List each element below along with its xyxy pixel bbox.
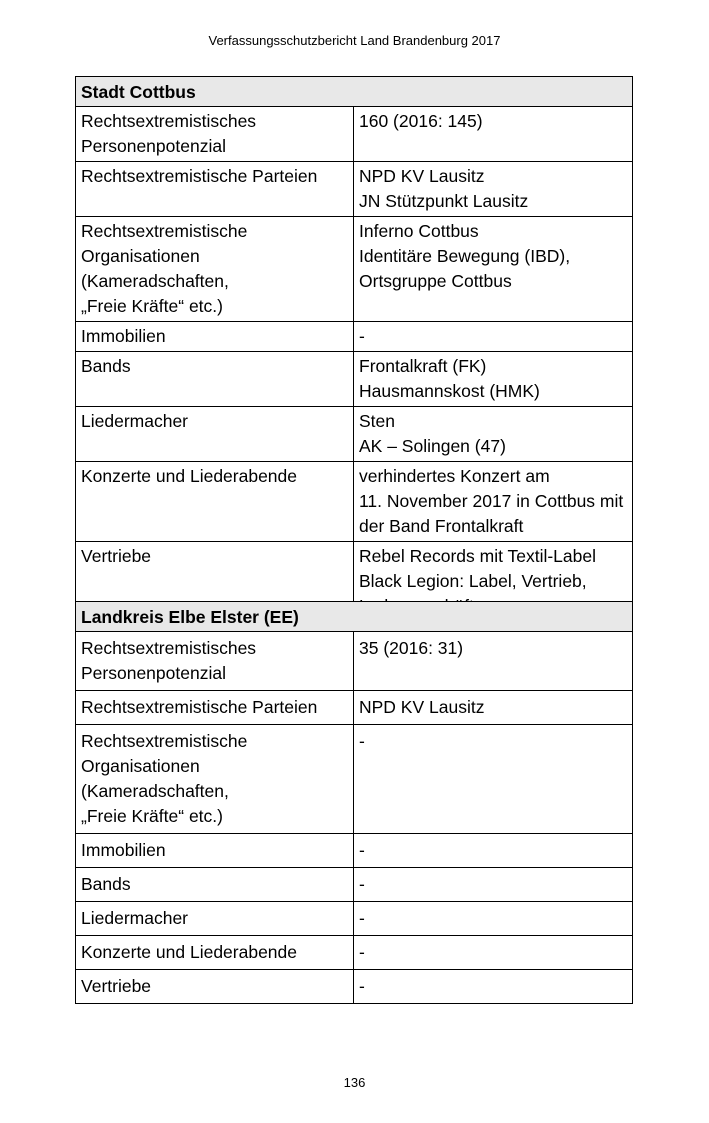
table-title: Landkreis Elbe Elster (EE) [76,602,633,632]
row-value-line: Frontalkraft (FK) [359,356,487,376]
table-row [76,902,633,936]
row-value-line: Inferno Cottbus [359,221,479,241]
table-row [76,462,633,542]
row-label-line: Bands [81,356,131,376]
row-value-cell [354,834,633,868]
row-label-cell [76,970,354,1004]
row-label-line: Rechtsextremistische Parteien [81,166,318,186]
row-label-cell [76,834,354,868]
row-value-cell [354,107,633,162]
row-value-line: Sten [359,411,395,431]
page-header: Verfassungsschutzbericht Land Brandenburg 2017 [208,33,501,48]
table-title-row [76,602,633,632]
row-value-cell [354,352,633,407]
row-value-line: - [359,874,365,894]
row-label-cell [76,725,354,834]
row-value-line: 11. November 2017 in Cottbus mit [359,491,624,511]
table-row [76,352,633,407]
row-value-cell [354,902,633,936]
row-label-cell [76,352,354,407]
row-value-line: Rebel Records mit Textil-Label [359,546,597,566]
row-value-cell [354,691,633,725]
row-label-cell [76,691,354,725]
row-label-line: „Freie Kräfte“ etc.) [81,296,223,316]
row-label-line: Vertriebe [81,546,152,566]
table-row [76,834,633,868]
table-row [76,322,633,352]
row-label-cell [76,462,354,542]
table-row [76,407,633,462]
row-value-cell [354,162,633,217]
table-row [76,725,633,834]
row-value-cell [354,407,633,462]
row-label-cell [76,217,354,322]
row-value-line: NPD KV Lausitz [359,697,485,717]
row-label-line: Rechtsextremistisches [81,111,257,131]
table-row [76,691,633,725]
row-value-line: NPD KV Lausitz [359,166,485,186]
row-value-line: - [359,908,365,928]
row-label-line: Organisationen (Kameradschaften, [81,246,229,291]
row-label-line: Organisationen (Kameradschaften, [81,756,229,801]
row-label-cell [76,902,354,936]
row-value-cell [354,632,633,691]
table-row [76,970,633,1004]
row-value-cell [354,970,633,1004]
row-value-line: 160 (2016: 145) [359,111,483,131]
row-value-line: - [359,942,365,962]
table-row [76,217,633,322]
row-label-line: Immobilien [81,840,166,860]
row-label-cell [76,322,354,352]
row-label-cell [76,632,354,691]
row-value-line: Identitäre Bewegung (IBD), [359,246,571,266]
row-label-line: Rechtsextremistische [81,221,248,241]
table-stadt-cottbus [75,76,633,622]
row-value-line: JN Stützpunkt Lausitz [359,191,529,211]
row-value-line: Hausmannskost (HMK) [359,381,540,401]
table-row [76,162,633,217]
page-number: 136 [343,1075,366,1090]
row-label-cell [76,407,354,462]
table-title-row [76,77,633,107]
row-value-line: - [359,731,365,751]
row-label-line: Bands [81,874,131,894]
row-value-line: 35 (2016: 31) [359,638,464,658]
row-label-line: Konzerte und Liederabende [81,466,298,486]
row-label-cell [76,868,354,902]
row-value-cell [354,725,633,834]
row-value-cell [354,868,633,902]
row-label-line: Rechtsextremistische Parteien [81,697,318,717]
row-value-line: Ortsgruppe Cottbus [359,271,512,291]
table-row [76,107,633,162]
row-value-cell [354,217,633,322]
row-label-line: Vertriebe [81,976,152,996]
row-label-line: Liedermacher [81,411,188,431]
row-label-line: Konzerte und Liederabende [81,942,298,962]
table-row [76,632,633,691]
row-label-cell [76,162,354,217]
table-title: Stadt Cottbus [76,77,633,107]
row-label-line: „Freie Kräfte“ etc.) [81,806,223,826]
row-label-line: Rechtsextremistisches [81,638,257,658]
row-value-line: verhindertes Konzert am [359,466,550,486]
row-label-line: Personenpotenzial [81,136,226,156]
row-value-cell [354,322,633,352]
row-value-line: der Band Frontalkraft [359,516,524,536]
row-value-line: - [359,976,365,996]
table-row [76,868,633,902]
row-value-line: - [359,326,365,346]
row-value-line: Black Legion: Label, Vertrieb, [359,571,587,591]
row-value-cell [354,936,633,970]
table-row [76,936,633,970]
row-value-cell [354,462,633,542]
row-label-line: Immobilien [81,326,166,346]
row-value-line: AK – Solingen (47) [359,436,506,456]
row-label-cell [76,936,354,970]
table-landkreis-elbe-elster [75,601,633,1004]
row-label-cell [76,107,354,162]
row-label-line: Personenpotenzial [81,663,226,683]
row-value-line: - [359,840,365,860]
row-label-line: Liedermacher [81,908,188,928]
row-label-line: Rechtsextremistische [81,731,248,751]
